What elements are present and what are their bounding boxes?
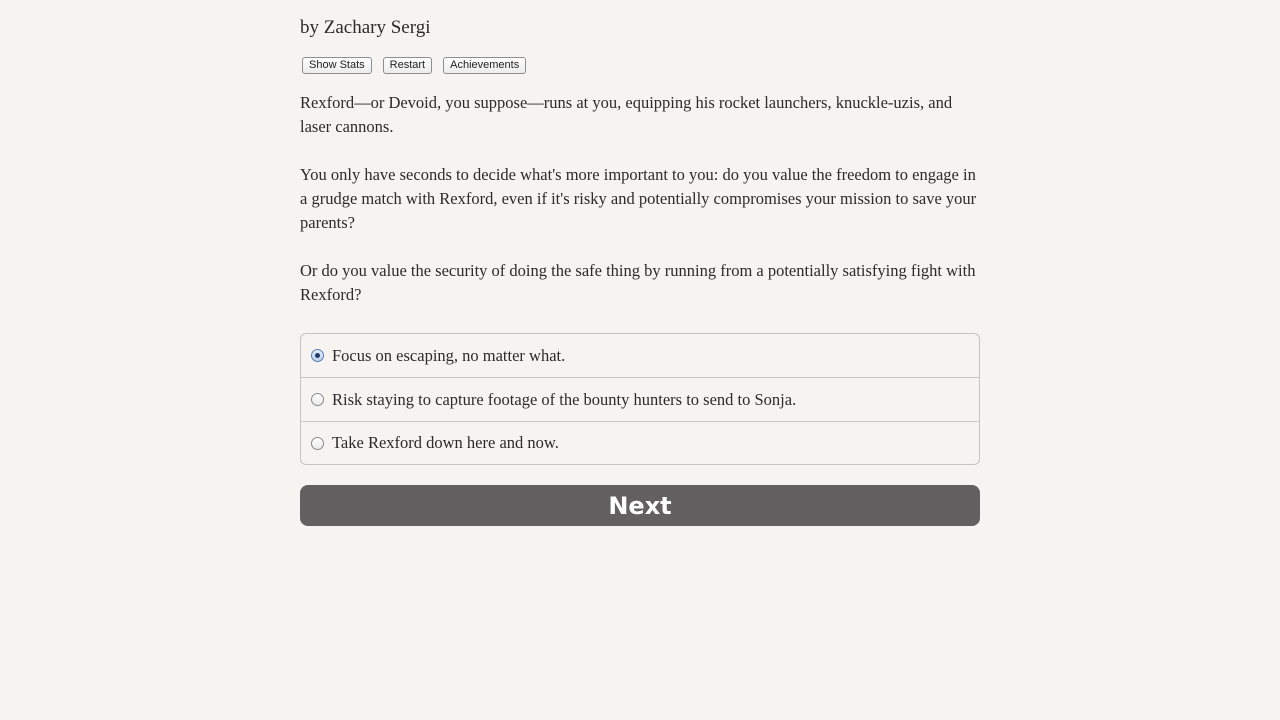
choice-option-capture-footage[interactable] bbox=[301, 377, 979, 421]
passage-paragraph: Or do you value the security of doing the safe thing by running from a potentially satisfying fight with Rexford? bbox=[300, 261, 976, 304]
story-passage bbox=[300, 91, 980, 331]
choice-list bbox=[300, 333, 980, 465]
next-button[interactable]: Next bbox=[300, 485, 980, 526]
toolbar bbox=[302, 57, 526, 75]
author-byline: by Zachary Sergi bbox=[300, 17, 431, 38]
show-stats-button[interactable]: Show Stats bbox=[302, 57, 372, 74]
passage-paragraph: You only have seconds to decide what's more important to you: do you value the freedom to engage in a grudge match with Rexford, even if it's risky and potentially compromises your mission to save your parents? bbox=[300, 165, 977, 232]
choice-option-fight[interactable] bbox=[301, 421, 979, 464]
radio-selected-icon[interactable] bbox=[311, 349, 324, 362]
achievements-button[interactable]: Achievements bbox=[443, 57, 526, 74]
choice-label: Take Rexford down here and now. bbox=[332, 433, 559, 452]
choice-option-escape[interactable] bbox=[301, 334, 979, 377]
restart-button[interactable]: Restart bbox=[383, 57, 432, 74]
passage-paragraph: Rexford—or Devoid, you suppose—runs at you, equipping his rocket launchers, knuckle-uzis, and laser cannons. bbox=[300, 93, 953, 136]
choice-label: Focus on escaping, no matter what. bbox=[332, 345, 566, 365]
radio-unselected-icon[interactable] bbox=[311, 393, 324, 406]
radio-unselected-icon[interactable] bbox=[311, 437, 324, 450]
choice-label: Risk staying to capture footage of the bounty hunters to send to Sonja. bbox=[332, 389, 797, 409]
